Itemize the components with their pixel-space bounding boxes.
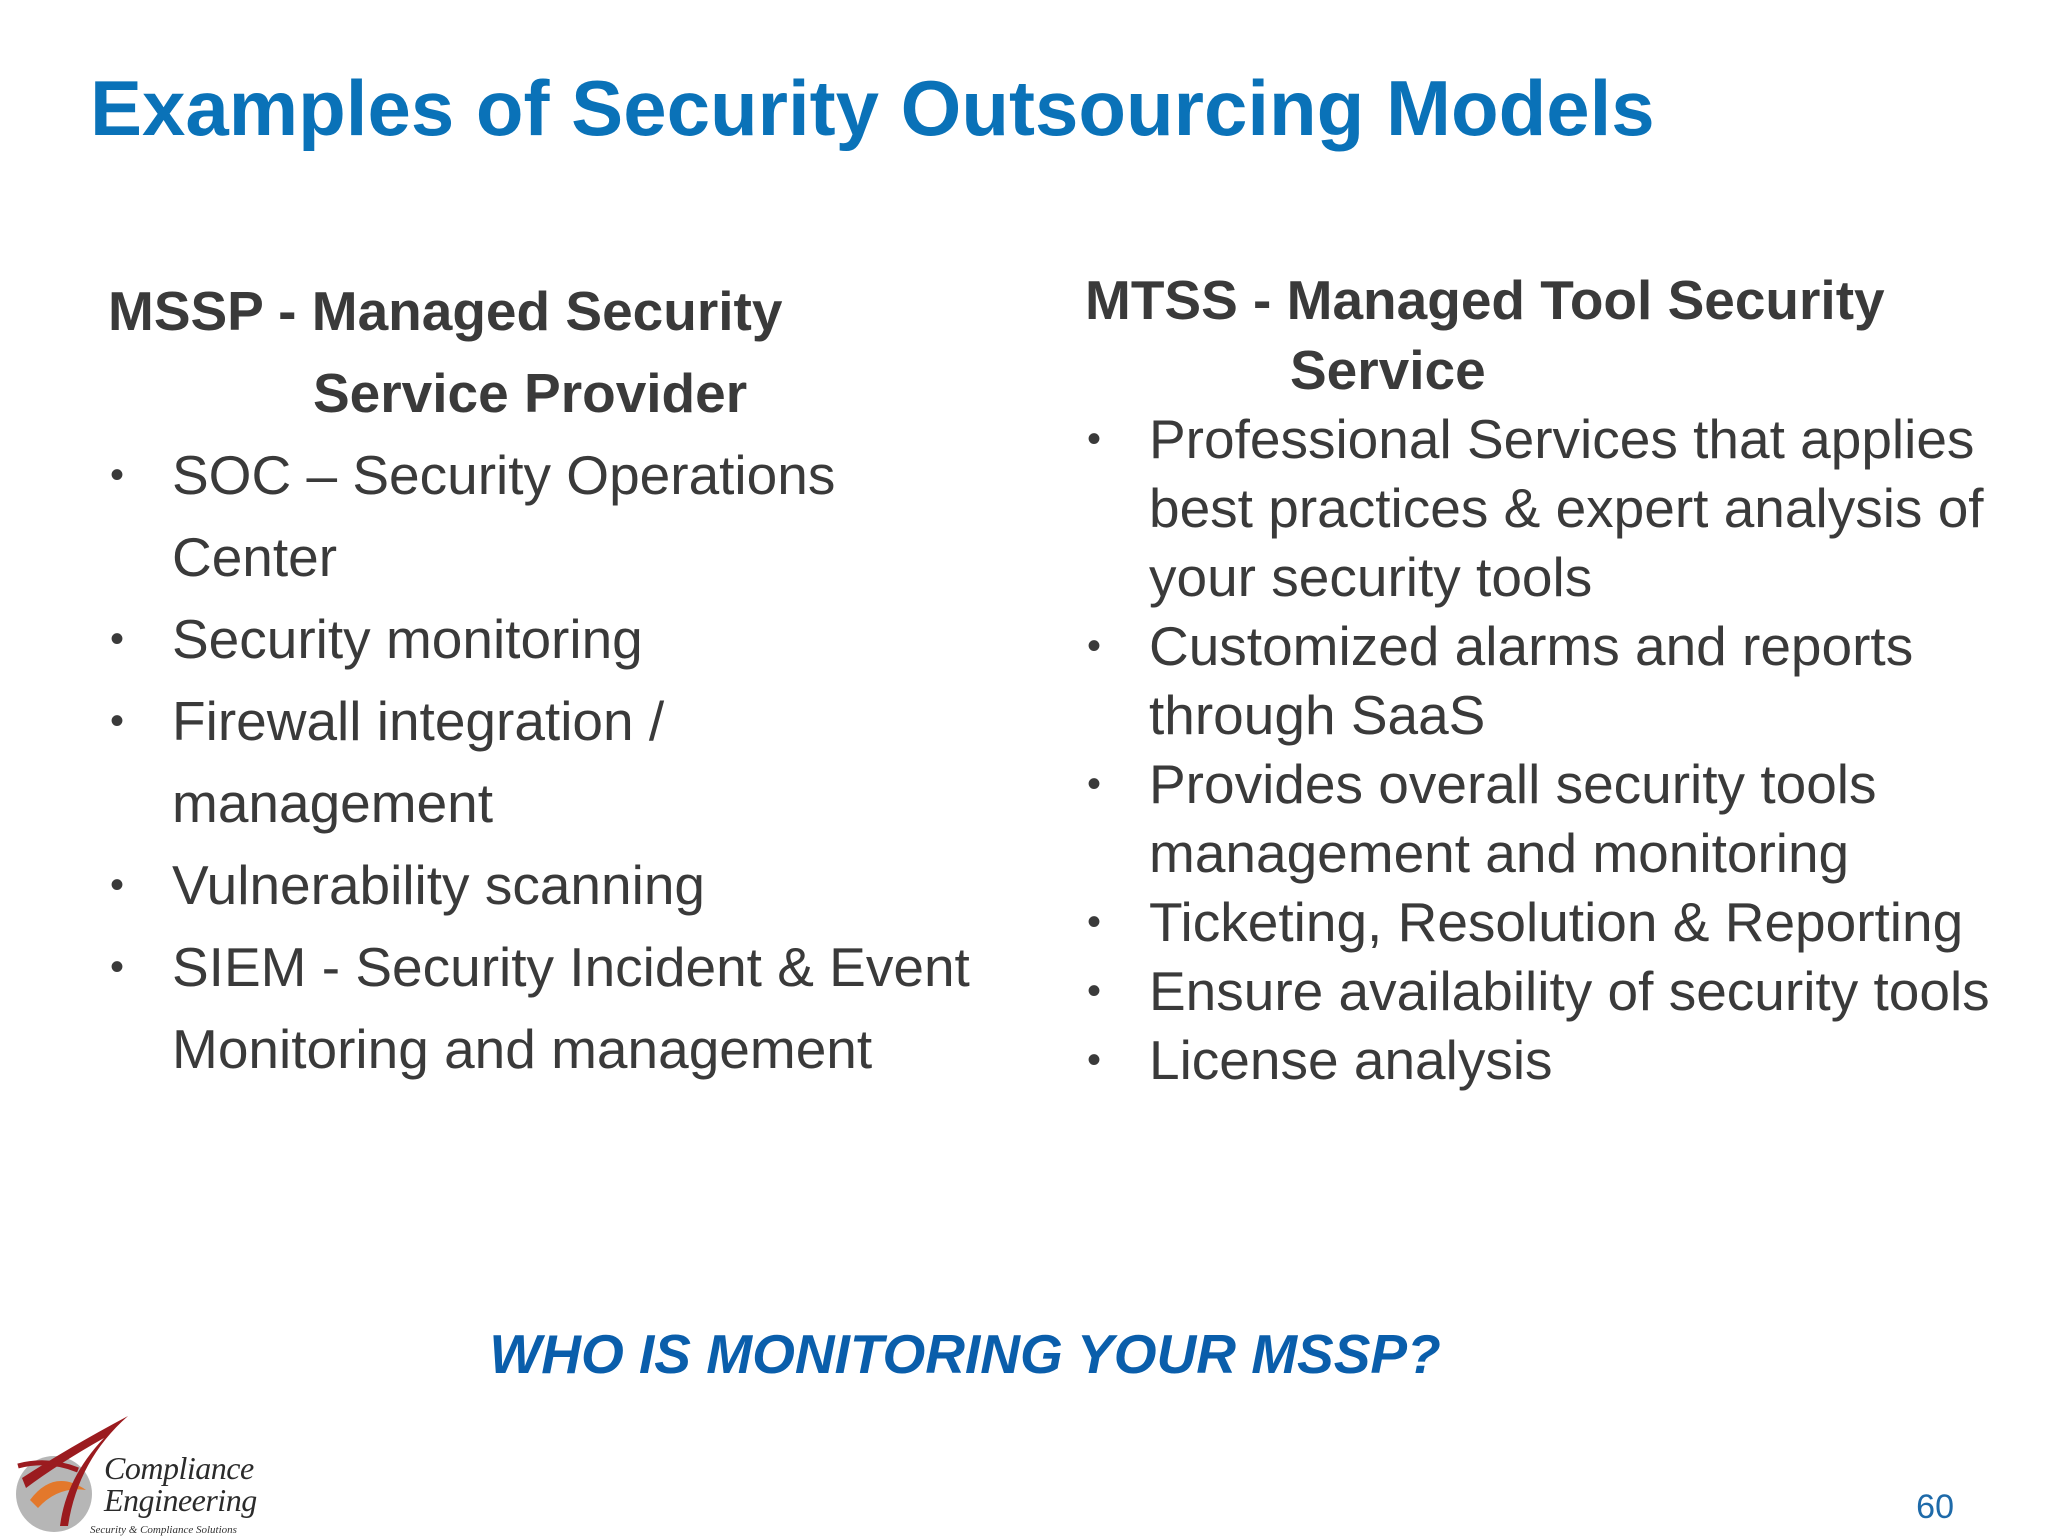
mtss-heading: MTSS - Managed Tool Security Service	[1085, 269, 1900, 401]
bullet-icon: •	[1087, 1038, 1102, 1082]
bullet-icon: •	[110, 945, 125, 989]
mssp-heading: MSSP - Managed Security Service Provider	[108, 280, 798, 424]
list-item: • Firewall integration / management	[108, 680, 988, 844]
bullet-icon: •	[110, 863, 125, 907]
bullet-icon: •	[110, 617, 125, 661]
list-item: • Vulnerability scanning	[108, 844, 988, 926]
list-item: • Professional Services that applies best practices & expert analysis of your security tools	[1085, 405, 2025, 612]
mtss-column	[1085, 265, 2025, 1095]
bullet-icon: •	[1087, 762, 1102, 806]
list-item: • Ensure availability of security tools	[1085, 957, 2025, 1026]
page-number: 60	[1916, 1488, 1954, 1526]
bullet-icon: •	[110, 699, 125, 743]
list-item: • License analysis	[1085, 1026, 2025, 1095]
list-item: • SIEM - Security Incident & Event Monitoring and management	[108, 926, 988, 1090]
list-item: • Customized alarms and reports through SaaS	[1085, 612, 2025, 750]
list-item: • Provides overall security tools management and monitoring	[1085, 750, 2025, 888]
slide-title: Examples of Security Outsourcing Models	[90, 64, 1655, 152]
logo-wordmark: Compliance Engineering Security & Compliance Solutions	[90, 1450, 257, 1536]
list-item: • SOC – Security Operations Center	[108, 434, 988, 598]
mssp-column	[108, 270, 988, 1090]
bullet-icon: •	[1087, 900, 1102, 944]
mssp-list	[108, 434, 988, 1090]
bullet-icon: •	[1087, 624, 1102, 668]
mtss-list	[1085, 405, 2025, 1095]
callout-question: WHO IS MONITORING YOUR MSSP?	[489, 1323, 1441, 1385]
company-logo	[8, 1408, 264, 1536]
list-item: • Security monitoring	[108, 598, 988, 680]
bullet-icon: •	[1087, 969, 1102, 1013]
bullet-icon: •	[110, 453, 125, 497]
list-item: • Ticketing, Resolution & Reporting	[1085, 888, 2025, 957]
bullet-icon: •	[1087, 417, 1102, 461]
